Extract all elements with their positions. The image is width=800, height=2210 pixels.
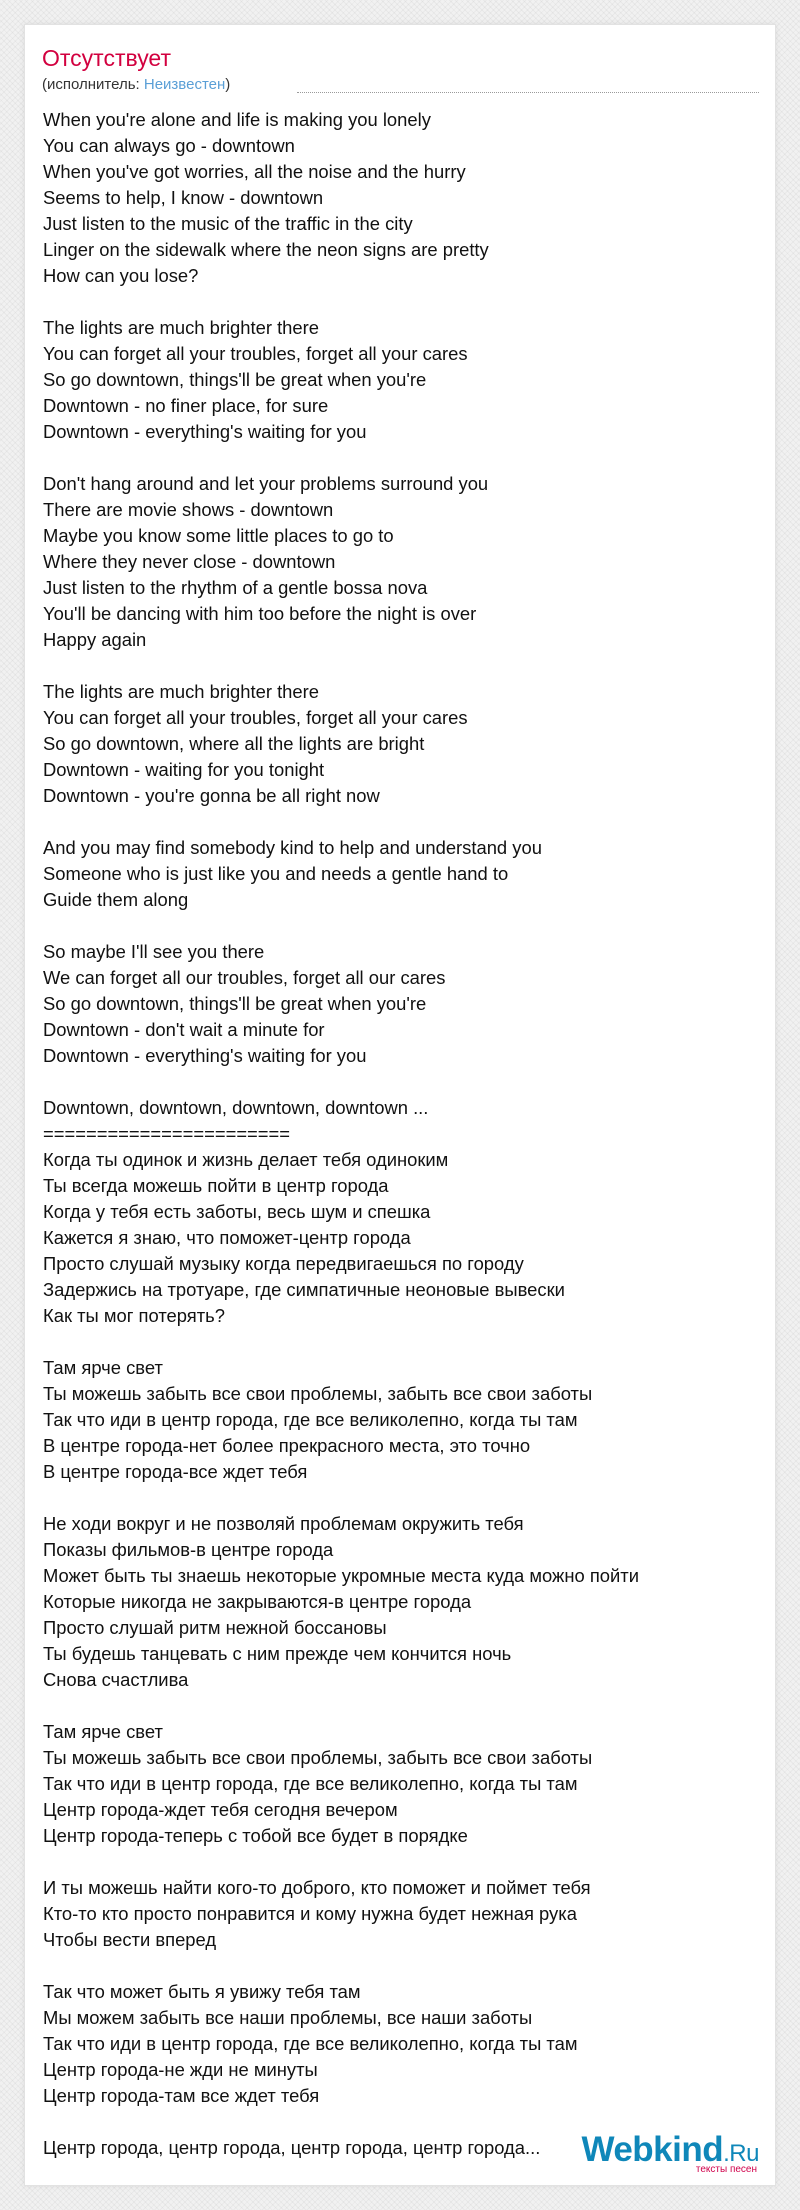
lyric-line: How can you lose? xyxy=(43,265,199,286)
lyric-line: Кто-то кто просто понравится и кому нужна будет нежная рука xyxy=(43,1903,577,1924)
lyric-line: Там ярче свет xyxy=(43,1721,163,1742)
site-logo[interactable] xyxy=(573,2130,761,2175)
lyric-line: Ты всегда можешь пойти в центр города xyxy=(43,1175,389,1196)
artist-prefix: (исполнитель: xyxy=(42,76,144,93)
lyric-line: There are movie shows - downtown xyxy=(43,499,334,520)
lyric-line: ======================= xyxy=(43,1123,291,1144)
lyric-blank-line xyxy=(43,913,759,939)
lyric-line: Guide them along xyxy=(43,889,189,910)
lyric-line: Don't hang around and let your problems surround you xyxy=(43,473,489,494)
lyric-blank-line xyxy=(43,809,759,835)
lyric-line: И ты можешь найти кого-то доброго, кто поможет и поймет тебя xyxy=(43,1877,591,1898)
lyric-line: Ты будешь танцевать с ним прежде чем кончится ночь xyxy=(43,1643,512,1664)
lyric-line: Не ходи вокруг и не позволяй проблемам окружить тебя xyxy=(43,1513,524,1534)
lyric-line: You can forget all your troubles, forget all your cares xyxy=(43,343,468,364)
lyric-line: You can forget all your troubles, forget all your cares xyxy=(43,707,468,728)
lyric-line: Downtown - everything's waiting for you xyxy=(43,1045,367,1066)
lyric-line: Когда ты одинок и жизнь делает тебя одиноким xyxy=(43,1149,449,1170)
lyric-line: В центре города-нет более прекрасного места, это точно xyxy=(43,1435,531,1456)
lyric-line: Downtown - don't wait a minute for xyxy=(43,1019,325,1040)
lyric-line: В центре города-все ждет тебя xyxy=(43,1461,308,1482)
lyric-line: You can always go - downtown xyxy=(43,135,295,156)
lyric-line: So go downtown, things'll be great when you're xyxy=(43,369,427,390)
lyric-line: Downtown - waiting for you tonight xyxy=(43,759,325,780)
lyric-line: Так что иди в центр города, где все великолепно, когда ты там xyxy=(43,2033,578,2054)
title-divider xyxy=(297,92,759,93)
lyric-line: Linger on the sidewalk where the neon signs are pretty xyxy=(43,239,489,260)
lyric-line: Мы можем забыть все наши проблемы, все наши заботы xyxy=(43,2007,533,2028)
lyrics-text xyxy=(43,107,759,2161)
lyric-line: Центр города-ждет тебя сегодня вечером xyxy=(43,1799,398,1820)
lyric-line: Как ты мог потерять? xyxy=(43,1305,225,1326)
lyric-line: Downtown - everything's waiting for you xyxy=(43,421,367,442)
lyric-line: When you've got worries, all the noise and the hurry xyxy=(43,161,466,182)
lyric-line: Чтобы вести вперед xyxy=(43,1929,217,1950)
lyric-line: So go downtown, where all the lights are bright xyxy=(43,733,425,754)
lyric-blank-line xyxy=(43,1485,759,1511)
lyric-line: Там ярче свет xyxy=(43,1357,163,1378)
lyric-line: You'll be dancing with him too before the night is over xyxy=(43,603,477,624)
lyric-line: So go downtown, things'll be great when you're xyxy=(43,993,427,1014)
lyric-line: Так что иди в центр города, где все великолепно, когда ты там xyxy=(43,1409,578,1430)
lyric-line: Кажется я знаю, что поможет-центр города xyxy=(43,1227,411,1248)
lyric-blank-line xyxy=(43,445,759,471)
lyric-line: Когда у тебя есть заботы, весь шум и спешка xyxy=(43,1201,431,1222)
lyric-line: Просто слушай музыку когда передвигаешься по городу xyxy=(43,1253,524,1274)
lyric-line: Задержись на тротуаре, где симпатичные неоновые вывески xyxy=(43,1279,565,1300)
lyric-line: So maybe I'll see you there xyxy=(43,941,265,962)
lyric-line: When you're alone and life is making you lonely xyxy=(43,109,431,130)
lyric-line: Центр города-не жди не минуты xyxy=(43,2059,318,2080)
lyric-line: Центр города-там все ждет тебя xyxy=(43,2085,320,2106)
lyric-blank-line xyxy=(43,1849,759,1875)
lyric-line: The lights are much brighter there xyxy=(43,317,319,338)
artist-suffix: ) xyxy=(225,76,231,93)
lyrics-card xyxy=(24,24,776,2186)
lyric-line: Которые никогда не закрываются-в центре города xyxy=(43,1591,472,1612)
lyric-blank-line xyxy=(43,289,759,315)
artist-link[interactable]: Неизвестен xyxy=(143,76,226,93)
lyric-line: Downtown - you're gonna be all right now xyxy=(43,785,380,806)
lyric-line: And you may find somebody kind to help and understand you xyxy=(43,837,542,858)
logo-name: Webkind xyxy=(581,2130,724,2169)
lyric-line: Downtown, downtown, downtown, downtown ... xyxy=(43,1097,429,1118)
lyric-blank-line xyxy=(43,1329,759,1355)
lyric-blank-line xyxy=(43,653,759,679)
logo-tld: .Ru xyxy=(723,2140,759,2167)
song-title: Отсутствует xyxy=(42,45,171,71)
lyric-line: Someone who is just like you and needs a gentle hand to xyxy=(43,863,509,884)
lyric-line: Downtown - no finer place, for sure xyxy=(43,395,329,416)
artist-line xyxy=(42,76,230,94)
lyric-line: Так что может быть я увижу тебя там xyxy=(43,1981,361,2002)
lyric-line: Maybe you know some little places to go to xyxy=(43,525,394,546)
lyric-line: Просто слушай ритм нежной боссановы xyxy=(43,1617,387,1638)
lyric-line: Снова счастлива xyxy=(43,1669,189,1690)
logo-tagline: тексты песен xyxy=(695,2164,757,2175)
lyric-line: Центр города, центр города, центр города, центр города... xyxy=(43,2137,541,2158)
lyric-line: Так что иди в центр города, где все великолепно, когда ты там xyxy=(43,1773,578,1794)
lyric-line: Показы фильмов-в центре города xyxy=(43,1539,334,1560)
lyric-line: Ты можешь забыть все свои проблемы, забыть все свои заботы xyxy=(43,1747,593,1768)
lyric-line: We can forget all our troubles, forget all our cares xyxy=(43,967,446,988)
lyric-blank-line xyxy=(43,1069,759,1095)
lyric-line: Может быть ты знаешь некоторые укромные места куда можно пойти xyxy=(43,1565,639,1586)
lyric-blank-line xyxy=(43,1953,759,1979)
lyric-line: Just listen to the music of the traffic in the city xyxy=(43,213,413,234)
logo-wordmark xyxy=(581,2132,759,2167)
lyric-line: Just listen to the rhythm of a gentle bossa nova xyxy=(43,577,428,598)
lyric-line: Центр города-теперь с тобой все будет в порядке xyxy=(43,1825,468,1846)
lyric-line: The lights are much brighter there xyxy=(43,681,319,702)
lyric-line: Ты можешь забыть все свои проблемы, забыть все свои заботы xyxy=(43,1383,593,1404)
lyric-line: Where they never close - downtown xyxy=(43,551,336,572)
lyric-line: Happy again xyxy=(43,629,147,650)
lyric-blank-line xyxy=(43,1693,759,1719)
lyric-line: Seems to help, I know - downtown xyxy=(43,187,324,208)
